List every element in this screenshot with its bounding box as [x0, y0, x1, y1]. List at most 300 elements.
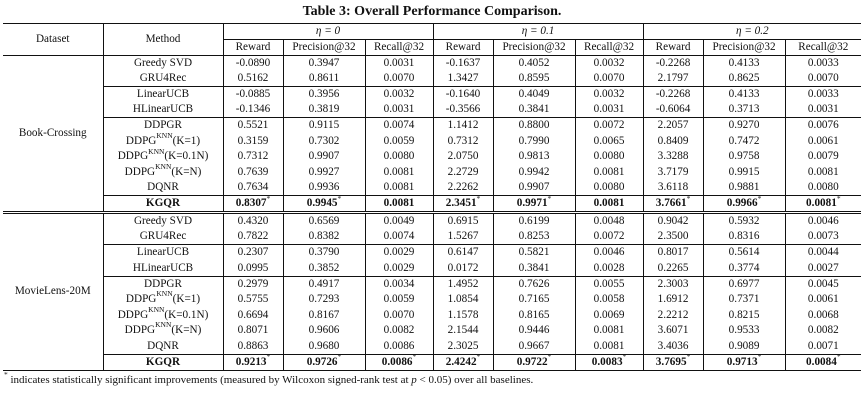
- cell-value: 0.8215: [728, 308, 760, 321]
- cell-value: 2.3451: [445, 197, 477, 210]
- table-row: [3, 165, 861, 181]
- cell-value: 0.0080: [593, 150, 625, 163]
- value-cell: [703, 213, 785, 230]
- value-cell: [433, 307, 493, 323]
- value-cell: [643, 118, 703, 134]
- value-cell: [575, 165, 643, 181]
- value-cell: [785, 276, 861, 292]
- table-row: [3, 180, 861, 196]
- value-cell: [493, 351, 575, 370]
- cell-value: 0.3713: [728, 103, 760, 116]
- header-reward: Reward: [643, 40, 703, 56]
- cell-value: 0.9971: [516, 197, 548, 210]
- value-cell: [223, 307, 283, 323]
- cell-value: 0.8863: [237, 339, 269, 352]
- cell-value: 0.7165: [518, 293, 550, 306]
- significance-star: *: [476, 193, 481, 203]
- cell-value: 0.0071: [807, 339, 839, 352]
- cell-value: -0.1640: [445, 88, 481, 101]
- value-cell: [223, 339, 283, 355]
- method-superscript: KNN: [156, 289, 173, 299]
- value-cell: [493, 339, 575, 355]
- cell-value: 0.3956: [308, 88, 340, 101]
- cell-value: 0.0081: [593, 197, 625, 210]
- value-cell: [643, 292, 703, 308]
- header-group-eta-0-1: η = 0.1: [433, 24, 643, 40]
- value-cell: [785, 351, 861, 370]
- cell-value: 0.0080: [593, 181, 625, 194]
- header-precision: Precision@32: [493, 40, 575, 56]
- value-cell: [643, 351, 703, 370]
- value-cell: [643, 149, 703, 165]
- cell-value: 0.9966: [726, 197, 758, 210]
- cell-value: 0.0031: [807, 103, 839, 116]
- cell-value: 0.4320: [237, 215, 269, 228]
- method-cell: [103, 162, 223, 181]
- cell-value: 0.0045: [807, 277, 839, 290]
- method-name: DDPG: [125, 293, 157, 306]
- cell-value: 0.8253: [518, 230, 550, 243]
- value-cell: [575, 229, 643, 245]
- cell-value: 0.0081: [593, 324, 625, 337]
- value-cell: [283, 118, 365, 134]
- cell-value: 0.0033: [807, 57, 839, 70]
- cell-value: 2.2212: [657, 308, 689, 321]
- value-cell: [365, 149, 433, 165]
- cell-value: 0.0080: [807, 181, 839, 194]
- cell-value: 0.0034: [383, 277, 415, 290]
- significance-star: *: [547, 193, 552, 203]
- value-cell: [433, 292, 493, 308]
- cell-value: 0.0069: [593, 308, 625, 321]
- value-cell: [283, 165, 365, 181]
- value-cell: [643, 261, 703, 277]
- method-name: LinearUCB: [136, 88, 190, 101]
- value-cell: [433, 102, 493, 118]
- value-cell: [223, 71, 283, 87]
- value-cell: [785, 339, 861, 355]
- cell-value: 0.5932: [728, 215, 760, 228]
- cell-value: 0.3947: [308, 57, 340, 70]
- cell-value: 0.7822: [237, 230, 269, 243]
- value-cell: [223, 165, 283, 181]
- method-superscript: KNN: [155, 320, 172, 330]
- header-reward: Reward: [223, 40, 283, 56]
- value-cell: [283, 71, 365, 87]
- cell-value: 0.0081: [383, 165, 415, 178]
- cell-value: 0.0065: [593, 134, 625, 147]
- method-cell: [103, 213, 223, 230]
- cell-value: 1.0854: [447, 293, 479, 306]
- value-cell: [493, 56, 575, 72]
- value-cell: [493, 87, 575, 103]
- cell-value: 0.9042: [657, 215, 689, 228]
- cell-value: 0.0081: [807, 165, 839, 178]
- cell-value: 0.0059: [383, 134, 415, 147]
- cell-value: 0.8382: [308, 230, 340, 243]
- dataset-cell: Book-Crossing: [3, 56, 103, 213]
- cell-value: 0.7312: [447, 134, 479, 147]
- value-cell: [703, 307, 785, 323]
- cell-value: -0.2268: [655, 57, 691, 70]
- value-cell: [223, 229, 283, 245]
- value-cell: [365, 180, 433, 196]
- table-row: [3, 339, 861, 355]
- significance-star: *: [757, 351, 762, 361]
- value-cell: [493, 229, 575, 245]
- value-cell: [703, 276, 785, 292]
- cell-value: 0.8611: [308, 72, 340, 85]
- method-name: DDPG: [117, 150, 149, 163]
- value-cell: [785, 118, 861, 134]
- value-cell: [643, 71, 703, 87]
- cell-value: 0.9270: [728, 119, 760, 132]
- table-row: [3, 261, 861, 277]
- value-cell: [703, 165, 785, 181]
- value-cell: [643, 323, 703, 339]
- method-name: GRU4Rec: [139, 230, 187, 243]
- value-cell: [643, 213, 703, 230]
- value-cell: [575, 307, 643, 323]
- cell-value: 0.9927: [308, 165, 340, 178]
- value-cell: [223, 118, 283, 134]
- method-cell: [103, 229, 223, 245]
- value-cell: [223, 292, 283, 308]
- cell-value: 0.0082: [807, 324, 839, 337]
- value-cell: [433, 56, 493, 72]
- value-cell: [365, 307, 433, 323]
- cell-value: 0.6569: [308, 215, 340, 228]
- cell-value: 0.3159: [237, 134, 269, 147]
- method-cell: [103, 245, 223, 261]
- cell-value: 2.1797: [657, 72, 689, 85]
- cell-value: 0.0082: [383, 324, 415, 337]
- cell-value: 0.0068: [807, 308, 839, 321]
- value-cell: [785, 292, 861, 308]
- cell-value: 0.4133: [728, 57, 760, 70]
- value-cell: [223, 193, 283, 213]
- cell-value: 0.3819: [308, 103, 340, 116]
- method-superscript: KNN: [155, 162, 172, 172]
- value-cell: [575, 339, 643, 355]
- cell-value: 0.0031: [383, 57, 415, 70]
- value-cell: [703, 56, 785, 72]
- value-cell: [643, 193, 703, 213]
- value-cell: [365, 323, 433, 339]
- cell-value: 0.0029: [383, 246, 415, 259]
- cell-value: 0.0081: [593, 339, 625, 352]
- cell-value: 0.9942: [518, 165, 550, 178]
- cell-value: 0.5821: [518, 246, 550, 259]
- value-cell: [703, 71, 785, 87]
- cell-value: 0.0083: [591, 355, 623, 368]
- value-cell: [433, 339, 493, 355]
- significance-star: *: [266, 193, 271, 203]
- value-cell: [575, 133, 643, 149]
- table-row: [3, 276, 861, 292]
- significance-star: *: [622, 351, 627, 361]
- header-recall: Recall@32: [575, 40, 643, 56]
- cell-value: -0.1637: [445, 57, 481, 70]
- value-cell: [365, 351, 433, 370]
- cell-value: 3.3288: [657, 150, 689, 163]
- header-method: Method: [103, 24, 223, 56]
- cell-value: 0.9907: [308, 150, 340, 163]
- cell-value: 0.0058: [593, 293, 625, 306]
- significance-star: *: [266, 351, 271, 361]
- cell-value: 0.0061: [807, 134, 839, 147]
- cell-value: 0.8167: [308, 308, 340, 321]
- value-cell: [703, 351, 785, 370]
- value-cell: [283, 133, 365, 149]
- cell-value: 0.3841: [518, 103, 550, 116]
- value-cell: [575, 180, 643, 196]
- value-cell: [493, 102, 575, 118]
- value-cell: [785, 180, 861, 196]
- value-cell: [283, 180, 365, 196]
- value-cell: [493, 180, 575, 196]
- value-cell: [365, 339, 433, 355]
- significance-star: *: [686, 193, 691, 203]
- cell-value: 0.9936: [308, 181, 340, 194]
- method-superscript: KNN: [156, 131, 173, 141]
- value-cell: [283, 87, 365, 103]
- cell-value: 0.6199: [518, 215, 550, 228]
- significance-star: *: [476, 351, 481, 361]
- cell-value: 0.0079: [807, 150, 839, 163]
- value-cell: [433, 71, 493, 87]
- cell-value: 1.1578: [447, 308, 479, 321]
- cell-value: 0.9606: [308, 324, 340, 337]
- value-cell: [643, 307, 703, 323]
- method-cell: [103, 71, 223, 87]
- method-cell: [103, 196, 223, 213]
- cell-value: 0.0076: [807, 119, 839, 132]
- cell-value: 2.3500: [657, 230, 689, 243]
- value-cell: [785, 87, 861, 103]
- value-cell: [493, 245, 575, 261]
- method-cell: [103, 320, 223, 339]
- cell-value: 3.6118: [657, 181, 689, 194]
- cell-value: 1.4952: [447, 277, 479, 290]
- value-cell: [283, 339, 365, 355]
- header-row-groups: [3, 24, 861, 40]
- method-cell: [103, 56, 223, 72]
- value-cell: [703, 261, 785, 277]
- cell-value: 0.0084: [806, 355, 837, 368]
- value-cell: [283, 229, 365, 245]
- value-cell: [223, 149, 283, 165]
- cell-value: 0.0073: [807, 230, 839, 243]
- cell-value: 0.0032: [383, 88, 415, 101]
- method-name: HLinearUCB: [132, 261, 194, 274]
- cell-value: 0.7626: [518, 277, 550, 290]
- table-row: [3, 323, 861, 339]
- cell-value: 0.9713: [726, 355, 758, 368]
- cell-value: 0.5162: [237, 72, 269, 85]
- value-cell: [223, 56, 283, 72]
- value-cell: [643, 276, 703, 292]
- value-cell: [785, 323, 861, 339]
- value-cell: [365, 87, 433, 103]
- method-name: LinearUCB: [136, 246, 190, 259]
- value-cell: [703, 102, 785, 118]
- value-cell: [493, 133, 575, 149]
- method-cell: [103, 339, 223, 355]
- value-cell: [575, 102, 643, 118]
- value-cell: [283, 261, 365, 277]
- value-cell: [785, 213, 861, 230]
- value-cell: [433, 276, 493, 292]
- value-cell: [493, 323, 575, 339]
- cell-value: 0.5614: [728, 246, 760, 259]
- cell-value: 0.9722: [516, 355, 548, 368]
- performance-table: [3, 23, 861, 371]
- value-cell: [703, 149, 785, 165]
- value-cell: [283, 193, 365, 213]
- cell-value: 0.0046: [807, 215, 839, 228]
- cell-value: 0.4049: [518, 88, 550, 101]
- cell-value: 0.0086: [381, 355, 413, 368]
- cell-value: 0.0070: [383, 72, 415, 85]
- value-cell: [433, 213, 493, 230]
- cell-value: 0.9758: [728, 150, 760, 163]
- value-cell: [703, 292, 785, 308]
- cell-value: 0.0172: [447, 261, 479, 274]
- significance-star: *: [337, 351, 342, 361]
- cell-value: 0.5521: [237, 119, 269, 132]
- value-cell: [433, 87, 493, 103]
- value-cell: [643, 180, 703, 196]
- value-cell: [433, 180, 493, 196]
- value-cell: [283, 351, 365, 370]
- value-cell: [365, 276, 433, 292]
- method-name: DDPG: [125, 134, 157, 147]
- value-cell: [785, 133, 861, 149]
- table-row: [3, 149, 861, 165]
- table-row: [3, 307, 861, 323]
- method-suffix: (K=1): [172, 134, 201, 147]
- value-cell: [223, 133, 283, 149]
- value-cell: [703, 180, 785, 196]
- method-name: DDPG: [124, 324, 156, 337]
- cell-value: 0.9680: [308, 339, 340, 352]
- significance-star: *: [836, 351, 841, 361]
- value-cell: [433, 261, 493, 277]
- cell-value: 0.0055: [593, 277, 625, 290]
- cell-value: 2.2057: [657, 119, 689, 132]
- table-row: [3, 213, 861, 230]
- value-cell: [283, 149, 365, 165]
- cell-value: 3.6071: [657, 324, 689, 337]
- cell-value: 0.9907: [518, 181, 550, 194]
- cell-value: 0.9915: [728, 165, 760, 178]
- cell-value: 2.4242: [445, 355, 477, 368]
- cell-value: 2.1544: [447, 324, 479, 337]
- value-cell: [703, 193, 785, 213]
- value-cell: [365, 229, 433, 245]
- value-cell: [283, 213, 365, 230]
- table-row: [3, 196, 861, 213]
- value-cell: [283, 307, 365, 323]
- method-name: GRU4Rec: [139, 72, 187, 85]
- value-cell: [493, 276, 575, 292]
- cell-value: 0.0080: [383, 150, 415, 163]
- value-cell: [283, 323, 365, 339]
- value-cell: [643, 133, 703, 149]
- value-cell: [785, 261, 861, 277]
- value-cell: [785, 245, 861, 261]
- cell-value: 0.9667: [518, 339, 550, 352]
- value-cell: [785, 307, 861, 323]
- value-cell: [575, 118, 643, 134]
- value-cell: [493, 261, 575, 277]
- value-cell: [283, 276, 365, 292]
- cell-value: 0.0074: [383, 230, 415, 243]
- method-name: Greedy SVD: [133, 215, 193, 228]
- cell-value: 0.9089: [728, 339, 760, 352]
- cell-value: 0.9945: [306, 197, 338, 210]
- cell-value: 3.4036: [657, 339, 689, 352]
- cell-value: 0.0086: [383, 339, 415, 352]
- value-cell: [493, 213, 575, 230]
- value-cell: [223, 213, 283, 230]
- value-cell: [575, 323, 643, 339]
- cell-value: 0.3852: [308, 261, 340, 274]
- method-superscript: KNN: [148, 146, 165, 156]
- value-cell: [643, 339, 703, 355]
- significance-star: *: [686, 351, 691, 361]
- value-cell: [365, 196, 433, 213]
- cell-value: 0.3841: [518, 261, 550, 274]
- method-suffix: (K=N): [171, 165, 202, 178]
- method-name: HLinearUCB: [132, 103, 194, 116]
- cell-value: 0.9115: [308, 119, 340, 132]
- cell-value: 0.2307: [237, 246, 269, 259]
- value-cell: [493, 149, 575, 165]
- cell-value: 0.7639: [237, 165, 269, 178]
- value-cell: [493, 193, 575, 213]
- header-precision: Precision@32: [703, 40, 785, 56]
- value-cell: [575, 245, 643, 261]
- cell-value: 2.3003: [657, 277, 689, 290]
- method-cell: [103, 180, 223, 196]
- cell-value: 0.7293: [308, 293, 340, 306]
- value-cell: [703, 229, 785, 245]
- value-cell: [223, 102, 283, 118]
- cell-value: 2.2729: [447, 165, 479, 178]
- cell-value: 2.3025: [447, 339, 479, 352]
- value-cell: [433, 133, 493, 149]
- cell-value: 0.7312: [237, 150, 269, 163]
- value-cell: [223, 351, 283, 370]
- cell-value: 0.6147: [447, 246, 479, 259]
- cell-value: 0.8316: [728, 230, 760, 243]
- value-cell: [493, 71, 575, 87]
- header-recall: Recall@32: [365, 40, 433, 56]
- cell-value: -0.0885: [235, 88, 271, 101]
- cell-value: 0.2979: [237, 277, 269, 290]
- value-cell: [433, 323, 493, 339]
- cell-value: 0.6915: [447, 215, 479, 228]
- value-cell: [575, 71, 643, 87]
- cell-value: 0.0048: [593, 215, 625, 228]
- cell-value: 0.0081: [383, 181, 415, 194]
- method-name: DQNR: [147, 339, 179, 352]
- cell-value: 0.0081: [593, 165, 625, 178]
- value-cell: [643, 229, 703, 245]
- cell-value: 0.0028: [593, 261, 625, 274]
